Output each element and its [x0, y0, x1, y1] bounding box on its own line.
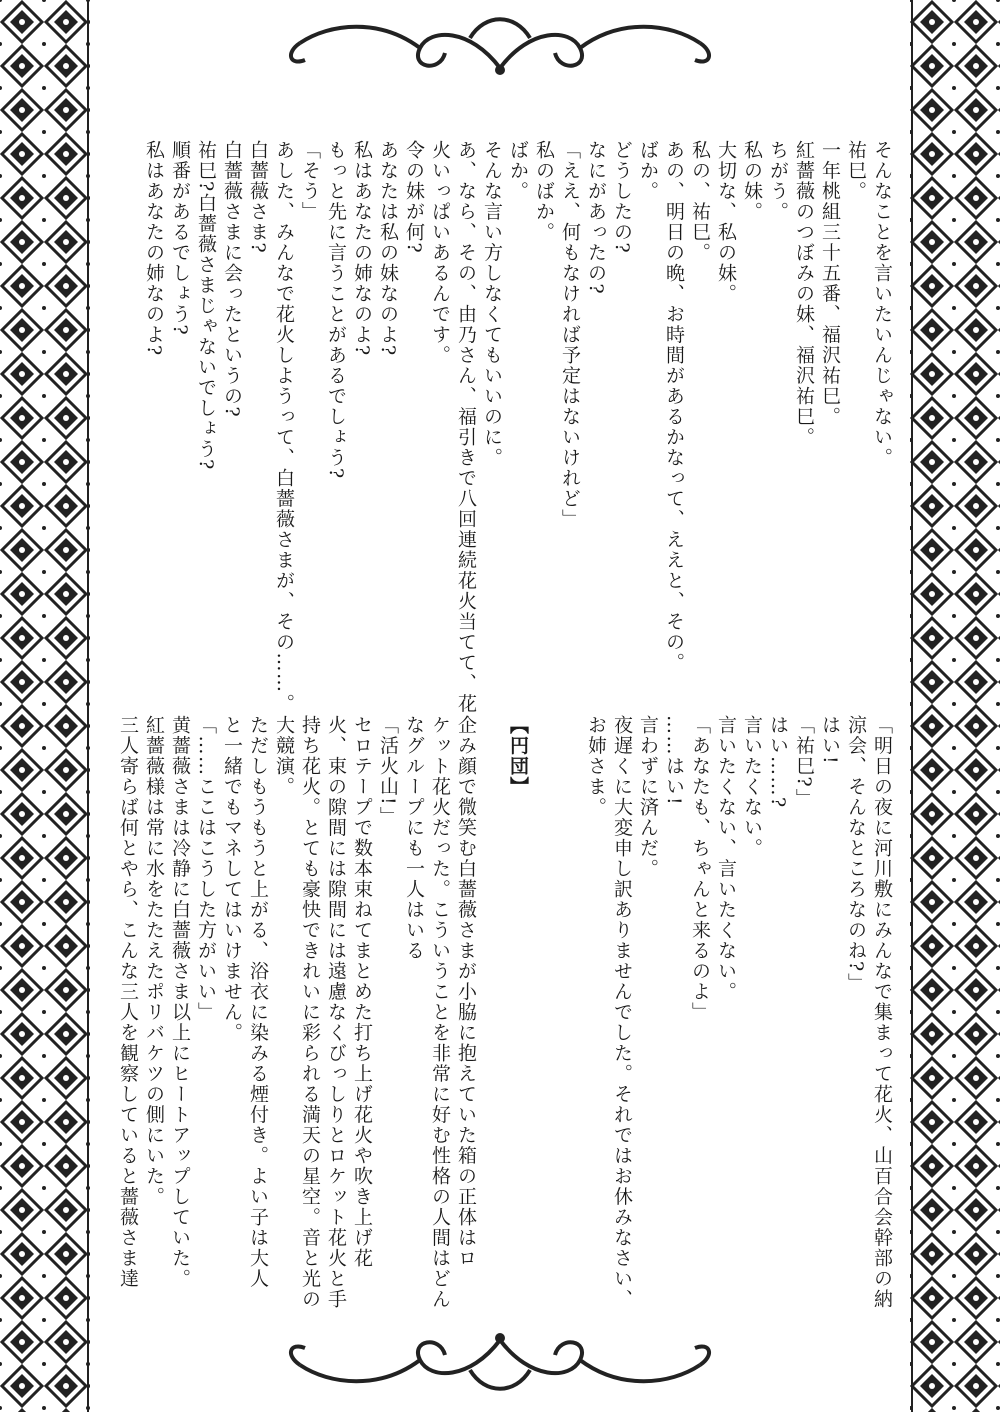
text-line: もっと先に言うことがあるでしょう? — [325, 140, 347, 480]
text-line — [557, 715, 583, 1315]
text-line: お姉さま。 — [585, 715, 607, 818]
text-line: 祐巳?白薔薇さまじゃないでしょう? — [195, 140, 217, 471]
text-line: はい! — [819, 715, 841, 766]
lower-text-block — [115, 715, 895, 1315]
text-line: はい……? — [767, 715, 789, 809]
text-line — [479, 715, 505, 1315]
text-line: 黄薔薇さまは冷静に白薔薇さま以上にヒートアップしていた。 — [169, 715, 191, 1289]
text-line: 涼会、そんなところなのね?」 — [845, 715, 867, 994]
text-line: あ、なら、その、由乃さん、福引きで八回連続花火当てて、花 — [455, 140, 477, 714]
text-line: ……はい! — [663, 715, 685, 807]
text-line: なグループにも一人はいる — [403, 715, 425, 961]
top-flourish-ornament — [270, 8, 730, 78]
text-line: 火、束の隙間には隙間には遠慮なくびっしりとロケット花火と手 — [325, 715, 347, 1310]
text-line: 「……ここはこうした方がいい」 — [195, 715, 217, 1023]
text-line: どうしたの? — [611, 140, 633, 255]
text-line: 私の妹。 — [741, 140, 763, 222]
text-line: なにがあったの? — [585, 140, 607, 296]
text-line: 白薔薇さまに会ったというの? — [221, 140, 243, 419]
text-line: 三人寄らば何とやら、こんな三人を観察していると薔薇さま達 — [117, 715, 139, 1289]
text-line: 令の妹が何? — [403, 140, 425, 255]
text-line: 持ち花火。とても豪快できれいに彩られる満天の星空。音と光の — [299, 715, 321, 1310]
text-line: あなたは私の妹なのよ? — [377, 140, 399, 357]
text-line: 言わずに済んだ。 — [637, 715, 659, 879]
text-line: ケット花火だった。こういうことを非常に好む性格の人間はどん — [429, 715, 451, 1310]
text-line: 「活火山!」 — [377, 715, 399, 827]
text-line: 紅薔薇様は常に水をたたえたポリバケツの側にいた。 — [143, 715, 165, 1207]
text-line: 順番があるでしょう? — [169, 140, 191, 337]
upper-text-block — [141, 140, 895, 714]
text-line: 「そう」 — [299, 140, 321, 222]
text-line: ばか。 — [637, 140, 659, 202]
bottom-flourish-ornament — [270, 1330, 730, 1400]
text-line: ちがう。 — [767, 140, 789, 222]
text-line: ばか。 — [507, 140, 529, 202]
text-line: そんなことを言いたいんじゃない。 — [871, 140, 893, 468]
left-border-ornament — [0, 0, 90, 1412]
text-line: 私の、祐巳。 — [689, 140, 711, 263]
right-border-ornament — [910, 0, 1000, 1412]
text-line — [531, 715, 557, 1315]
text-line: 【円団】 — [507, 715, 529, 797]
text-line: 私のばか。 — [533, 140, 555, 243]
text-line: 大競演。 — [273, 715, 295, 797]
text-line: セロテープで数本束ねてまとめた打ち上げ花火や吹き上げ花 — [351, 715, 373, 1269]
text-line: と一緒でもマネしてはいけません。 — [221, 715, 243, 1043]
text-line: 「ええ、何もなければ予定はないけれど」 — [559, 140, 581, 530]
text-line: あした、みんなで花火しようって、白薔薇さまが、その……。 — [273, 140, 295, 714]
text-line: 火いっぱいあるんです。 — [429, 140, 451, 366]
text-line: 言いたくない。 — [741, 715, 763, 859]
text-line: ただしもうもうと上がる、浴衣に染みる煙付き。よい子は大人 — [247, 715, 269, 1289]
text-line: 白薔薇さま? — [247, 140, 269, 255]
text-line: 「あなたも、ちゃんと来るのよ」 — [689, 715, 711, 1023]
text-line: 言いたくない、言いたくない。 — [715, 715, 737, 1002]
text-line: 一年桃組三十五番、福沢祐巳。 — [819, 140, 841, 427]
text-line: 夜遅くに大変申し訳ありませんでした。それではお休みなさい、 — [611, 715, 633, 1310]
text-line: あの、明日の晩、お時間があるかなって、ええと、その。 — [663, 140, 685, 673]
text-line: 企み顔で微笑む白薔薇さまが小脇に抱えていた箱の正体はロ — [455, 715, 477, 1269]
text-line: 祐巳。 — [845, 140, 867, 202]
text-line: 私はあなたの姉なのよ? — [143, 140, 165, 357]
text-line: そんな言い方しなくてもいいのに。 — [481, 140, 503, 468]
text-line: 紅薔薇のつぼみの妹、福沢祐巳。 — [793, 140, 815, 448]
text-line: 「明日の夜に河川敷にみんなで集まって花火、山百合会幹部の納 — [871, 715, 893, 1310]
text-line: 「祐巳?」 — [793, 715, 815, 809]
text-line: 私はあなたの姉なのよ? — [351, 140, 373, 357]
text-line: 大切な、私の妹。 — [715, 140, 737, 304]
